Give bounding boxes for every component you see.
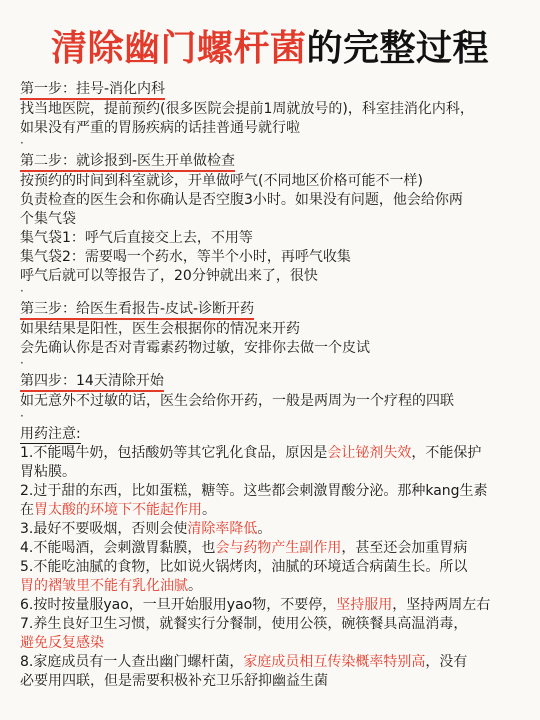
step-2-line: 呼气后就可以等报告了，20分钟就出来了，很快 [20,268,318,284]
note-1-cont: 胃粘膜。 [20,464,76,480]
note-highlight: 胃太酸的环境下不能起作用 [34,502,202,518]
note-8-cont: 必要用四联，但是需要积极补充卫乐舒抑幽益生菌 [20,673,328,689]
note-text: 3.最好不要吸烟，否则会使 [20,521,188,537]
step-2-heading: 第二步：就诊报到-医生开单做检查 [20,153,235,172]
note-7: 7.养生良好卫生习惯，就餐实行分餐制，使用公筷，碗筷餐具高温消毒， [20,616,468,632]
note-highlight: 坚持服用 [336,597,393,613]
medication-notes [20,425,520,691]
note-highlight: 避免反复感染 [20,635,104,651]
note-4 [20,539,520,558]
note-5-cont [20,577,520,596]
step-2-line: 个集气袋 [20,211,76,227]
step-4 [20,372,520,411]
step-4-line: 如无意外不过敏的话，医生会给你开药，一般是两周为一个疗程的四联 [20,393,454,409]
note-text: 。 [188,578,202,594]
note-highlight: 会让铋剂失效 [327,445,412,461]
page-title [20,0,520,76]
note-text: 6.按时按量服yao，一旦开始服用yao物，不要停， [20,597,337,613]
separator-dot: · [20,356,24,370]
step-1 [20,80,520,138]
note-text: ，没有 [425,654,468,670]
note-highlight: 家庭成员相互传染概率特别高 [243,654,426,670]
step-1-line: 如果没有严重的胃肠疾病的话挂普通号就行啦 [20,120,300,136]
step-4-heading: 第四步：14天清除开始 [20,373,164,392]
title-rest: 的完整过程 [306,28,490,69]
note-text: 4.不能喝酒，会刺激胃黏膜，也 [20,540,216,556]
note-text: 8.家庭成员有一人查出幽门螺杆菌， [20,654,244,670]
note-highlight: 清除率降低 [187,521,258,537]
note-text: ，不能保护 [411,445,482,461]
note-2-cont [20,501,520,520]
note-text: 。 [202,502,216,518]
separator-dot: · [20,284,24,298]
note-6 [20,596,520,615]
note-text: 。 [257,521,272,537]
note-text: 1.不能喝牛奶，包括酸奶等其它乳化食品，原因是 [20,445,328,461]
note-highlight: 胃的褶皱里不能有乳化油腻 [20,578,188,594]
note-3 [20,520,520,539]
content [20,80,520,691]
step-3-line: 会先确认你是否对青霉素药物过敏，安排你去做一个皮试 [20,340,370,356]
note-text: ，坚持两周左右 [392,597,491,613]
step-2-line: 负责检查的医生会和你确认是否空腹3小时。如果没有问题，他会给你两 [20,192,463,208]
step-3-line: 如果结果是阳性，医生会根据你的情况来开药 [20,321,300,337]
step-1-line: 找当地医院，提前预约(很多医院会提前1周就放号的)，科室挂消化内科， [20,101,474,117]
step-2-line: 按预约的时间到科室就诊，开单做呼气(不同地区价格可能不一样) [20,173,423,189]
note-highlight: 会与药物产生副作用 [215,540,342,556]
note-5: 5.不能吃油腻的食物，比如说火锅烤肉，油腻的环境适合病菌生长。所以 [20,559,468,575]
title-highlight: 清除幽门螺杆菌 [50,28,307,69]
step-1-heading: 第一步：挂号-消化内科 [20,81,165,100]
step-3-heading: 第三步：给医生看报告-皮试-诊断开药 [20,301,254,320]
step-3 [20,300,520,358]
step-2-line: 集气袋1：呼气后直接交上去，不用等 [20,230,253,246]
note-text: ，甚至还会加重胃病 [341,540,468,556]
separator-dot: · [20,136,24,150]
note-8 [20,653,520,672]
note-text: 在 [20,502,34,518]
notes-heading: 用药注意: [20,426,81,442]
step-2 [20,152,520,286]
step-2-line: 集气袋2：需要喝一个药水，等半个小时，再呼气收集 [20,249,351,265]
note-2: 2.过于甜的东西，比如蛋糕，糖等。这些都会刺激胃酸分泌。那种kang生素 [20,483,488,499]
note-1 [20,444,520,463]
note-7-cont [20,634,520,653]
separator-dot: · [20,409,24,423]
